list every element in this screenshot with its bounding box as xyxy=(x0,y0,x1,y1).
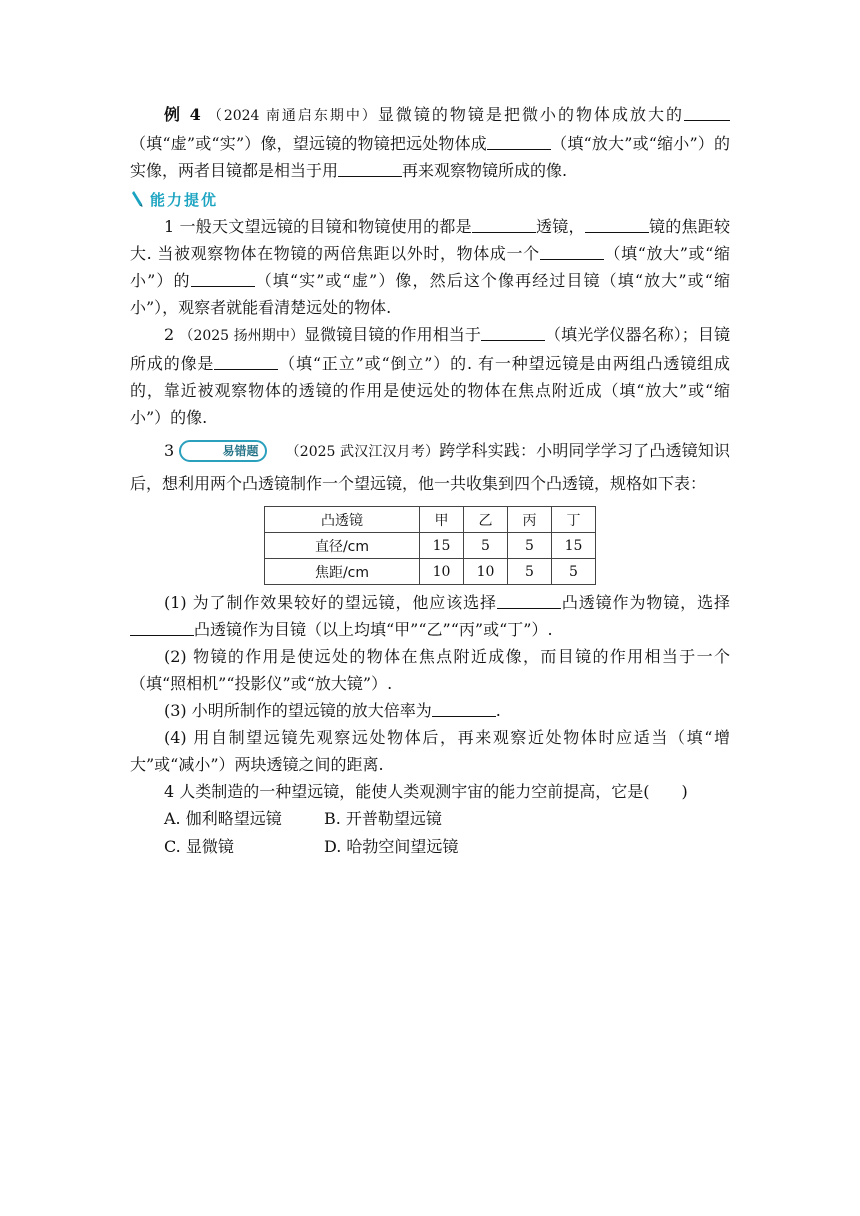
error-prone-badge: 易错题 xyxy=(179,440,267,462)
q1-text-1: 1 一般天文望远镜的目镜和物镜使用的都是 xyxy=(164,217,472,236)
q3-s3-text-b: . xyxy=(495,701,501,720)
question-1 xyxy=(130,213,730,321)
answer-blank[interactable] xyxy=(191,272,255,287)
option-c[interactable]: C. 显微镜 xyxy=(164,837,234,856)
lens-spec-table xyxy=(264,506,596,585)
answer-blank[interactable] xyxy=(487,135,551,150)
table-header-cell: 甲 xyxy=(420,507,464,533)
table-cell: 5 xyxy=(508,533,552,559)
table-header-cell: 丙 xyxy=(508,507,552,533)
answer-blank[interactable] xyxy=(432,702,496,717)
answer-blank[interactable] xyxy=(585,218,649,233)
table-row xyxy=(265,507,596,533)
section-header xyxy=(130,185,730,213)
q3-s3-text-a: (3) 小明所制作的望远镜的放大倍率为 xyxy=(164,701,432,720)
q3-sub-2 xyxy=(130,643,730,697)
answer-blank[interactable] xyxy=(481,326,545,341)
example-text-1: 显微镜的物镜是把微小的物体成放大的 xyxy=(377,105,684,124)
question-3 xyxy=(130,435,730,500)
option-a[interactable]: A. 伽利略望远镜 xyxy=(164,809,282,828)
question-4 xyxy=(130,778,730,805)
answer-blank[interactable] xyxy=(130,621,194,636)
table-cell: 15 xyxy=(552,533,596,559)
q1-text-2: 透镜， xyxy=(535,217,585,236)
q3-s1-text-c: 凸透镜作为目镜（以上均填“甲”“乙”“丙”或“丁”）. xyxy=(194,620,553,639)
example-text-4: 再来观察物镜所成的像. xyxy=(402,161,568,180)
example-label: 例 4 xyxy=(164,105,201,124)
q3-sub-4 xyxy=(130,724,730,778)
q2-text-2: 显微镜目镜的作用相当于 xyxy=(304,325,481,344)
q1-text-5: （填“实”或“虚”）像，然后这个像再经过目镜（填“放大”或“缩小”），观察者就能看清楚远处的物体. xyxy=(130,271,730,317)
table-cell: 5 xyxy=(508,559,552,585)
q3-source: （2025 武汉江汉月考） xyxy=(285,444,440,460)
q2-text-4: （填“正立”或“倒立”）的. 有一种望远镜是由两组凸透镜组成的，靠近被观察物体的透镜的作用是使远处的物体在焦点附近成（填“放大”或“缩小”）的像. xyxy=(130,354,730,427)
q2-number: 2 xyxy=(164,325,180,344)
table-cell: 5 xyxy=(464,533,508,559)
example-4 xyxy=(130,101,730,184)
q3-s4-text: (4) 用自制望远镜先观察远处物体后，再来观察近处物体时应适当（填“增大”或“减小”）两块透镜之间的距离. xyxy=(130,728,730,774)
table-cell: 15 xyxy=(420,533,464,559)
table-header-cell: 乙 xyxy=(464,507,508,533)
example-text-2: （填“虚”或“实”）像，望远镜的物镜把远处物体成 xyxy=(130,134,487,153)
q3-sub-1 xyxy=(130,589,730,643)
q2-source: （2025 扬州期中） xyxy=(179,328,305,344)
option-b[interactable]: B. 开普勒望远镜 xyxy=(324,809,442,828)
answer-blank[interactable] xyxy=(684,106,730,121)
q2-text-3: （填光学仪器名称）；目镜所成的像是 xyxy=(130,325,730,373)
q3-s1-text-a: (1) 为了制作效果较好的望远镜，他应该选择 xyxy=(164,593,497,612)
q3-sub-3 xyxy=(130,697,730,724)
table-row xyxy=(265,533,596,559)
table-cell: 10 xyxy=(464,559,508,585)
q3-s1-text-b: 凸透镜作为物镜，选择 xyxy=(560,593,730,612)
table-header-cell: 凸透镜 xyxy=(265,507,420,533)
q3-number: 3 xyxy=(164,441,175,460)
option-d[interactable]: D. 哈勃空间望远镜 xyxy=(324,837,459,856)
answer-blank[interactable] xyxy=(214,355,278,370)
question-2 xyxy=(130,321,730,431)
table-row-label: 焦距/cm xyxy=(265,559,420,585)
example-text-3: （填“放大”或“缩小”）的实像，两者目镜都是相当于用 xyxy=(130,134,730,180)
table-row xyxy=(265,559,596,585)
answer-blank[interactable] xyxy=(472,218,536,233)
example-source: （2024 南通启东期中） xyxy=(207,108,378,124)
answer-blank[interactable] xyxy=(540,245,604,260)
answer-blank[interactable] xyxy=(497,594,561,609)
answer-blank[interactable] xyxy=(338,162,402,177)
q4-stem: 4 人类制造的一种望远镜，能使人类观测宇宙的能力空前提高，它是( ) xyxy=(164,782,688,801)
q1-text-4: （填“放大”或“缩小”）的 xyxy=(130,244,730,290)
q4-options-row-1 xyxy=(130,805,730,833)
table-header-cell: 丁 xyxy=(552,507,596,533)
q3-s2-text: (2) 物镜的作用是使远处的物体在焦点附近成像，而目镜的作用相当于一个（填“照相机”“投影仪”或“放大镜”）. xyxy=(130,647,730,693)
section-title: 能力提优 xyxy=(150,190,219,209)
q3-text: 跨学科实践：小明同学学习了凸透镜知识后，想利用两个凸透镜制作一个望远镜，他一共收集到四个凸透镜，规格如下表： xyxy=(130,441,730,493)
table-cell: 10 xyxy=(420,559,464,585)
pencil-icon xyxy=(130,189,150,209)
q4-options-row-2 xyxy=(130,833,730,861)
q1-text-3: 镜的焦距较大. 当被观察物体在物镜的两倍焦距以外时，物体成一个 xyxy=(130,217,730,263)
table-cell: 5 xyxy=(552,559,596,585)
worksheet-content xyxy=(130,101,730,861)
table-row-label: 直径/cm xyxy=(265,533,420,559)
